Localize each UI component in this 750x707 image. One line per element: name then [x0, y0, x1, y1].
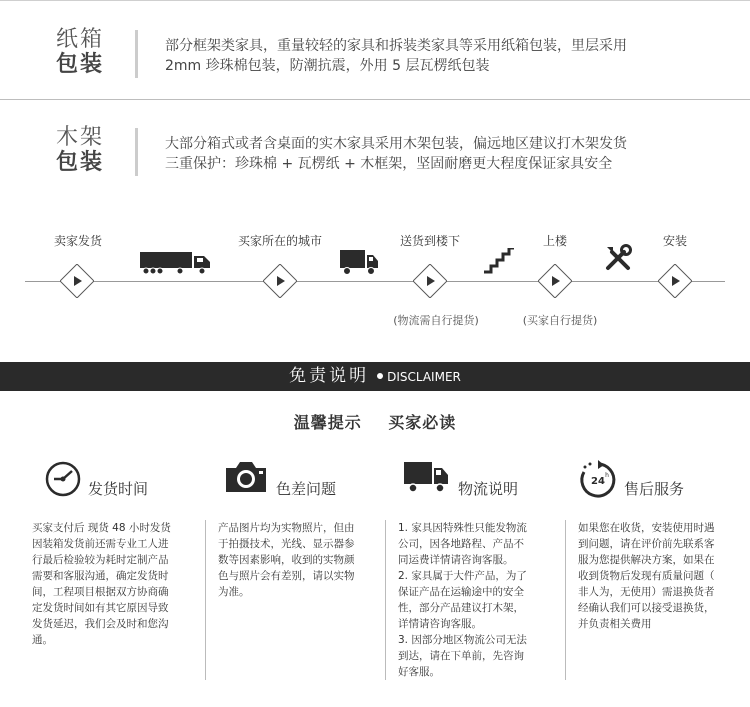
column-separator: [565, 520, 566, 680]
delivery-truck-icon: [404, 460, 450, 498]
body-line: 好客服。: [398, 666, 440, 678]
body-line: 数等因素影响，收到的实物颜: [218, 554, 355, 566]
body-line: 详情请咨询客服。: [398, 618, 482, 630]
tips-heading: [0, 410, 750, 433]
wood-packaging-title: [50, 126, 110, 176]
column-body: [578, 520, 743, 632]
desc-line: 三重保护：珍珠棉 + 瓦楞纸 + 木框架，坚固耐磨更大程度保证家具安全: [165, 156, 613, 172]
step-downstairs: 送货到楼下: [399, 234, 461, 248]
body-line: 买家支付后 现货 48 小时发货: [32, 522, 171, 534]
column-title: 售后服务: [624, 480, 685, 498]
body-line: 保证产品在运输途中的安全: [398, 586, 524, 598]
desc-line: 部分框架类家具，重量较轻的家具和拆装类家具等采用纸箱包装，里层采用: [165, 38, 627, 54]
play-diamond-icon: [60, 264, 94, 298]
column-title: 色差问题: [276, 480, 337, 498]
body-line: 2. 家具属于大件产品，为了: [398, 570, 527, 582]
body-line: 间，工程项目根据双方协商确: [32, 586, 169, 598]
body-line: 因装箱发货前还需专业工人进: [32, 538, 169, 550]
carton-packaging-desc: [165, 36, 725, 76]
tips-right: 买家必读: [388, 413, 457, 432]
body-line: 定发货时间如有其它原因导致: [32, 602, 169, 614]
body-line: 到达，请在下单前，先咨询: [398, 650, 524, 662]
body-line: 同运费详情请咨询客服。: [398, 554, 514, 566]
body-line: 通。: [32, 634, 53, 646]
step-upstairs: 上楼: [542, 234, 568, 248]
column-title: 发货时间: [88, 480, 149, 498]
carton-title-top: 纸箱: [55, 27, 104, 52]
desc-line: 大部分箱式或者含桌面的实木家具采用木架包装，偏远地区建议打木架发货: [165, 136, 627, 152]
body-line: 服为您提供解决方案，如果在: [578, 554, 715, 566]
wood-title-bottom: 包装: [55, 150, 104, 175]
body-line: 色与照片会有差别，请以实物: [218, 570, 355, 582]
desc-line: 2mm 珍珠棉包装，防潮抗震，外用 5 层瓦楞纸包装: [165, 58, 490, 74]
note-self-pickup-logistics: (物流需自行提货): [393, 314, 479, 327]
body-line: 并负责相关费用: [578, 618, 652, 630]
wood-title-top: 木架: [55, 125, 104, 150]
stairs-icon: [484, 248, 514, 278]
body-line: 如果您在收货，安装使用时遇: [578, 522, 715, 534]
svg-text:24: 24: [591, 476, 605, 487]
body-line: 收到货物后发现有质量问题（: [578, 570, 715, 582]
divider-bar: [135, 128, 138, 176]
carton-packaging-row: [0, 4, 750, 100]
note-buyer-pickup: (买家自行提货): [522, 314, 598, 327]
camera-icon: [224, 460, 268, 498]
column-body: [32, 520, 197, 648]
column-body: [398, 520, 558, 680]
body-line: 公司，因各地路程、产品不: [398, 538, 524, 550]
column-body: [218, 520, 378, 600]
wood-packaging-desc: [165, 134, 725, 174]
column-separator: [205, 520, 206, 680]
clock-icon: [44, 460, 82, 502]
truck-small-icon: [340, 250, 380, 280]
disclaimer-title-cn: 免责说明: [289, 366, 370, 386]
play-diamond-icon: [658, 264, 692, 298]
body-line: 性，部分产品建议打木架，: [398, 602, 524, 614]
step-install: 安装: [662, 234, 688, 248]
flow-line: [25, 281, 725, 282]
disclaimer-bar: [0, 362, 750, 391]
carton-title-bottom: 包装: [55, 52, 104, 77]
body-line: 经确认我们可以接受退换货，: [578, 602, 715, 614]
body-line: 1. 家具因特殊性只能发物流: [398, 522, 527, 534]
step-buyer-city: 买家所在的城市: [237, 234, 323, 248]
disclaimer-title-en: DISCLAIMER: [387, 370, 461, 384]
body-line: 于拍摄技术，光线、显示器参: [218, 538, 355, 550]
play-diamond-icon: [538, 264, 572, 298]
truck-large-icon: [140, 250, 212, 280]
play-diamond-icon: [413, 264, 447, 298]
body-line: 发货延迟，我们会及时和您沟: [32, 618, 169, 630]
body-line: 非人为，无使用）需退换货者: [578, 586, 715, 598]
divider-bar: [135, 30, 138, 78]
tips-left: 温馨提示: [293, 413, 362, 432]
svg-text:h: h: [605, 472, 609, 479]
body-line: 产品图片均为实物照片，但由: [218, 522, 355, 534]
bullet-dot: [377, 373, 383, 379]
body-line: 为准。: [218, 586, 250, 598]
carton-packaging-title: [50, 28, 110, 78]
body-line: 行最后检验较为耗时定制产品: [32, 554, 169, 566]
step-seller-ship: 卖家发货: [53, 234, 103, 248]
wood-frame-packaging-row: [0, 102, 750, 198]
delivery-flow: [0, 220, 750, 330]
24h-service-icon: [578, 460, 618, 504]
column-separator: [385, 520, 386, 680]
body-line: 3. 因部分地区物流公司无法: [398, 634, 527, 646]
tools-icon: [604, 244, 632, 276]
column-title: 物流说明: [458, 480, 519, 498]
play-diamond-icon: [263, 264, 297, 298]
body-line: 到问题，请在评价前先联系客: [578, 538, 715, 550]
body-line: 需要和客服沟通，确定发货时: [32, 570, 169, 582]
